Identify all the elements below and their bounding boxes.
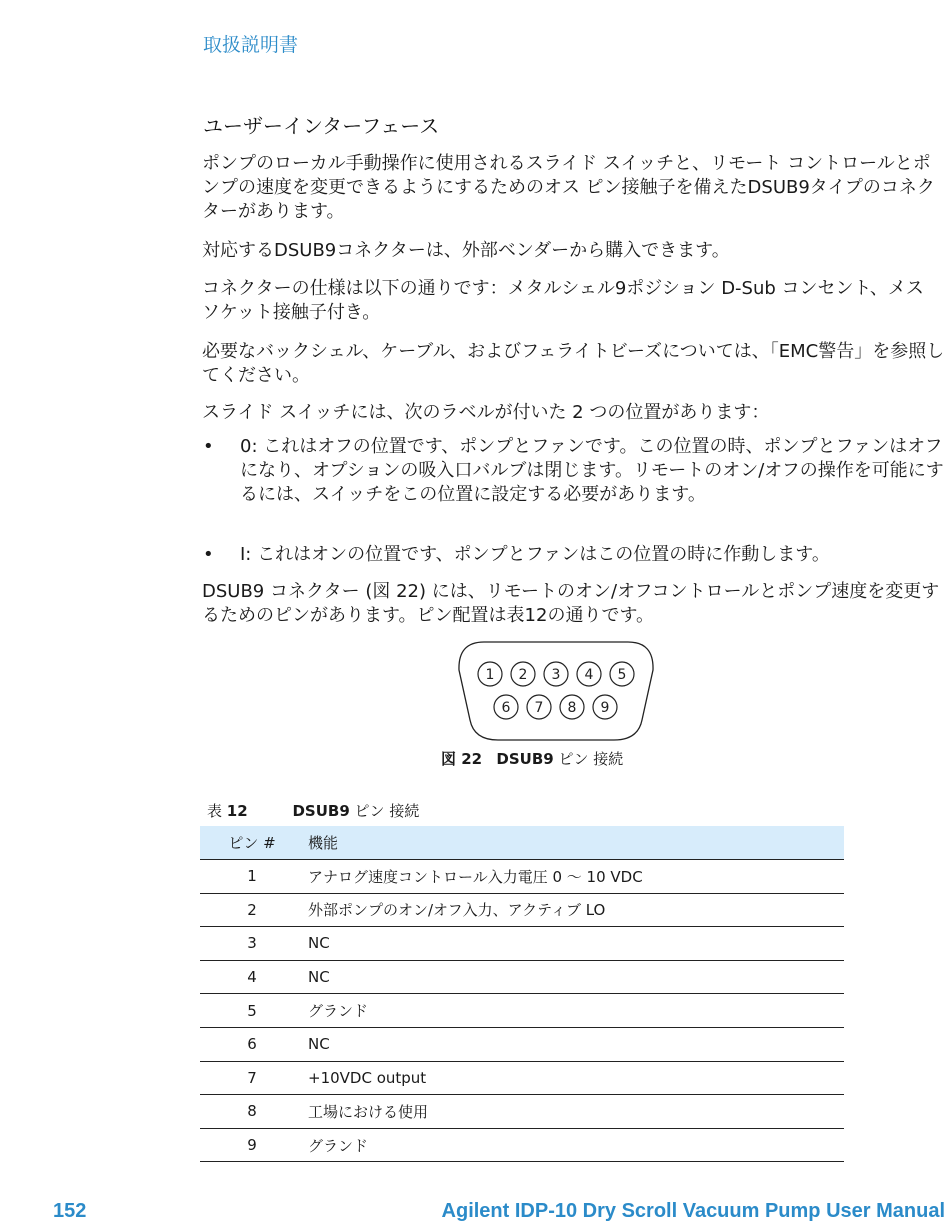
table-row <box>200 1128 844 1162</box>
table-caption-suffix: ピン 接続 <box>354 802 420 820</box>
pin-function-cell: NC <box>304 1027 844 1061</box>
pin-number-cell: 4 <box>200 960 304 994</box>
pin-label: 6 <box>501 700 511 716</box>
table-row <box>200 1061 844 1095</box>
pin-number-cell: 7 <box>200 1061 304 1095</box>
paragraph-spec: コネクターの仕様は以下の通りです：メタルシェル9ポジション D-Sub コンセント、メス ソケット接触子付き。 <box>202 278 924 323</box>
header-title: 取扱説明書 <box>203 34 299 56</box>
table-row <box>200 960 844 994</box>
pin-function-cell: +10VDC output <box>304 1061 844 1095</box>
page-number: 152 <box>53 1200 87 1222</box>
table-row <box>200 927 844 961</box>
figure-caption <box>441 748 623 769</box>
figure-suffix: ピン 接続 <box>558 750 624 768</box>
pin-label: 2 <box>518 667 528 683</box>
paragraph-vendor: 対応するDSUB9コネクターは、外部ベンダーから購入できます。 <box>202 240 730 261</box>
table-row <box>200 1095 844 1129</box>
pin-function-cell: 外部ポンプのオン/オフ入力、アクティブ LO <box>304 893 844 927</box>
pin-number-cell: 3 <box>200 927 304 961</box>
table-caption <box>207 800 419 821</box>
pin-label: 1 <box>485 667 495 683</box>
table-row <box>200 860 844 894</box>
bullet-marker: • <box>203 436 214 457</box>
paragraph-pinout: DSUB9 コネクター (図 22) には、リモートのオン/オフコントロールとポンプ速度を変更するためのピンがあります。ピン配置は表12の通りです。 <box>202 581 940 626</box>
table-row <box>200 893 844 927</box>
pin-number-cell: 2 <box>200 893 304 927</box>
pin-function-cell: NC <box>304 960 844 994</box>
pin-function-cell: グランド <box>304 1128 844 1162</box>
bullet-off-position: 0: これはオフの位置です、ポンプとファンです。この位置の時、ポンプとファンはオフになり、オプションの吸入口バルブは閉じます。リモートのオン/オフの操作を可能にするには、スイッチをこの位置に設定する必要があります。 <box>240 436 944 505</box>
section-heading: ユーザーインターフェース <box>203 114 440 138</box>
pin-assignment-table <box>200 826 844 1162</box>
paragraph-intro: ポンプのローカル手動操作に使用されるスライド スイッチと、リモート コントロールとポンプの速度を変更できるようにするためのオス ピン接触子を備えたDSUB9タイプのコネクターがあります。 <box>202 153 935 222</box>
pin-label: 3 <box>551 667 561 683</box>
table-caption-name: DSUB9 <box>292 802 350 820</box>
pin-function-cell: NC <box>304 927 844 961</box>
pin-label: 9 <box>600 700 610 716</box>
table-row <box>200 994 844 1028</box>
pin-number-cell: 8 <box>200 1095 304 1129</box>
pin-label: 5 <box>617 667 627 683</box>
dsub9-connector-diagram <box>454 640 658 742</box>
table-row <box>200 1027 844 1061</box>
pin-function-cell: 工場における使用 <box>304 1095 844 1129</box>
manual-title: Agilent IDP-10 Dry Scroll Vacuum Pump User Manual <box>441 1200 945 1222</box>
bullet-on-position: I: これはオンの位置です、ポンプとファンはこの位置の時に作動します。 <box>240 544 830 565</box>
pin-number-cell: 9 <box>200 1128 304 1162</box>
table-header-row <box>200 826 844 860</box>
pin-label: 4 <box>584 667 594 683</box>
pin-number-cell: 1 <box>200 860 304 894</box>
pin-label: 8 <box>567 700 577 716</box>
figure-name: DSUB9 <box>496 750 554 768</box>
bullet-marker: • <box>203 544 214 565</box>
pin-number-cell: 5 <box>200 994 304 1028</box>
table-caption-label: 表 <box>207 802 223 820</box>
connector-shell-outline <box>459 642 653 740</box>
pin-function-cell: グランド <box>304 994 844 1028</box>
column-header-function: 機能 <box>304 826 844 860</box>
paragraph-emc: 必要なバックシェル、ケーブル、およびフェライトビーズについては、「EMC警告」を参照してください。 <box>202 341 945 386</box>
paragraph-switch: スライド スイッチには、次のラベルが付いた 2 つの位置があります： <box>202 402 770 423</box>
pin-function-cell: アナログ速度コントロール入力電圧 0 ～ 10 VDC <box>304 860 844 894</box>
table-caption-number: 12 <box>226 802 248 820</box>
pin-label: 7 <box>534 700 544 716</box>
figure-label: 図 22 <box>441 750 483 768</box>
pin-number-cell: 6 <box>200 1027 304 1061</box>
column-header-pin: ピン # <box>200 826 304 860</box>
